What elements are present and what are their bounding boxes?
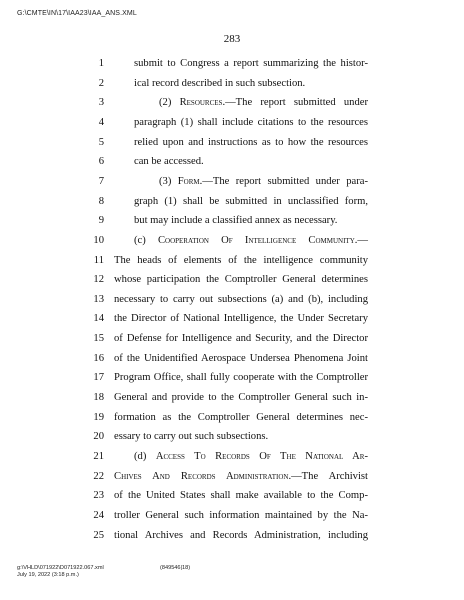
text-line bbox=[0, 115, 464, 131]
line-number: 1 bbox=[98, 58, 104, 69]
text-line bbox=[0, 311, 464, 327]
line-number: 25 bbox=[93, 529, 104, 541]
line-text: tional Archives and Records Administration, including bbox=[114, 529, 368, 541]
line-number: 15 bbox=[93, 333, 104, 345]
line-number: 23 bbox=[93, 490, 104, 502]
line-text: (2) Resources.—The report submitted under bbox=[159, 97, 368, 109]
text-line bbox=[0, 331, 464, 347]
line-number: 16 bbox=[93, 352, 104, 364]
line-text: (c) Cooperation Of Intelligence Community.— bbox=[134, 234, 368, 246]
text-line bbox=[0, 95, 464, 111]
text-line bbox=[0, 528, 464, 544]
line-text: paragraph (1) shall include citations to the resources bbox=[134, 116, 368, 128]
text-line bbox=[0, 351, 464, 367]
text-line bbox=[0, 56, 464, 72]
text-line bbox=[0, 488, 464, 504]
text-line bbox=[0, 410, 464, 426]
line-number: 13 bbox=[93, 293, 104, 305]
text-line bbox=[0, 449, 464, 465]
text-line bbox=[0, 272, 464, 288]
line-text: (d) Access To Records Of The National Ar- bbox=[134, 451, 368, 462]
line-number: 18 bbox=[93, 392, 104, 404]
line-text: of the United States shall make available to the Comp- bbox=[114, 490, 368, 502]
line-text: ical record described in such subsection. bbox=[134, 77, 306, 89]
line-text: the Director of National Intelligence, the Under Secretary bbox=[114, 313, 368, 325]
line-number: 5 bbox=[98, 136, 104, 148]
text-line bbox=[0, 469, 464, 485]
line-number: 8 bbox=[98, 195, 104, 207]
line-number: 2 bbox=[98, 77, 104, 89]
line-number: 9 bbox=[98, 215, 104, 227]
line-number: 6 bbox=[98, 156, 104, 168]
line-text: but may include a classified annex as necessary. bbox=[134, 215, 338, 227]
text-line bbox=[0, 213, 464, 229]
line-number: 22 bbox=[93, 470, 104, 482]
line-text: submit to Congress a report summarizing the histor- bbox=[134, 58, 368, 69]
line-number: 4 bbox=[98, 116, 104, 128]
text-line bbox=[0, 194, 464, 210]
line-text: troller General such information maintained by the Na- bbox=[114, 509, 368, 521]
text-line bbox=[0, 135, 464, 151]
line-text: whose participation the Comptroller General determines bbox=[114, 274, 368, 286]
line-number: 11 bbox=[93, 254, 104, 266]
line-text: necessary to carry out subsections (a) and (b), including bbox=[114, 293, 368, 305]
line-number: 24 bbox=[93, 509, 104, 521]
text-line bbox=[0, 253, 464, 269]
text-line bbox=[0, 76, 464, 92]
header-file-path: G:\CMTE\IN\17\IAA23\IAA_ANS.XML bbox=[17, 10, 137, 17]
line-number: 12 bbox=[93, 274, 104, 286]
line-number: 19 bbox=[93, 411, 104, 423]
line-text: of the Unidentified Aerospace Undersea Phenomena Joint bbox=[114, 352, 368, 364]
line-number: 7 bbox=[98, 175, 104, 187]
line-number: 17 bbox=[93, 372, 104, 384]
text-line bbox=[0, 233, 464, 249]
footer-file-path: g:\VHLD\071922\D071922.067.xml bbox=[17, 565, 104, 571]
text-line bbox=[0, 508, 464, 524]
line-text: relied upon and instructions as to how the resources bbox=[134, 136, 368, 148]
line-number: 10 bbox=[93, 234, 104, 246]
line-text: of Defense for Intelligence and Security, and the Director bbox=[114, 333, 368, 345]
line-text: Program Office, shall fully cooperate with the Comptroller bbox=[114, 372, 368, 384]
line-number: 21 bbox=[93, 451, 104, 462]
text-line bbox=[0, 174, 464, 190]
line-text: (3) Form.—The report submitted under para- bbox=[159, 175, 368, 187]
text-line bbox=[0, 429, 464, 445]
text-line bbox=[0, 292, 464, 308]
line-text: General and provide to the Comptroller General such in- bbox=[114, 392, 368, 404]
footer-timestamp: July 19, 2022 (3:18 p.m.) bbox=[17, 572, 79, 578]
text-line bbox=[0, 370, 464, 386]
text-line bbox=[0, 390, 464, 406]
footer-code: (849546|18) bbox=[160, 565, 191, 571]
line-text: graph (1) shall be submitted in unclassified form, bbox=[134, 195, 368, 207]
line-text: can be accessed. bbox=[134, 156, 204, 168]
line-text: Chives And Records Administration.—The Archivist bbox=[114, 470, 368, 482]
line-text: formation as the Comptroller General determines nec- bbox=[114, 411, 368, 423]
footer bbox=[17, 565, 191, 579]
text-line bbox=[0, 154, 464, 170]
line-number: 20 bbox=[93, 431, 104, 443]
line-number: 14 bbox=[93, 313, 104, 325]
line-number: 3 bbox=[98, 97, 104, 109]
page-number: 283 bbox=[223, 33, 241, 45]
line-text: The heads of elements of the intelligence community bbox=[114, 254, 368, 266]
line-text: essary to carry out such subsections. bbox=[114, 431, 269, 443]
